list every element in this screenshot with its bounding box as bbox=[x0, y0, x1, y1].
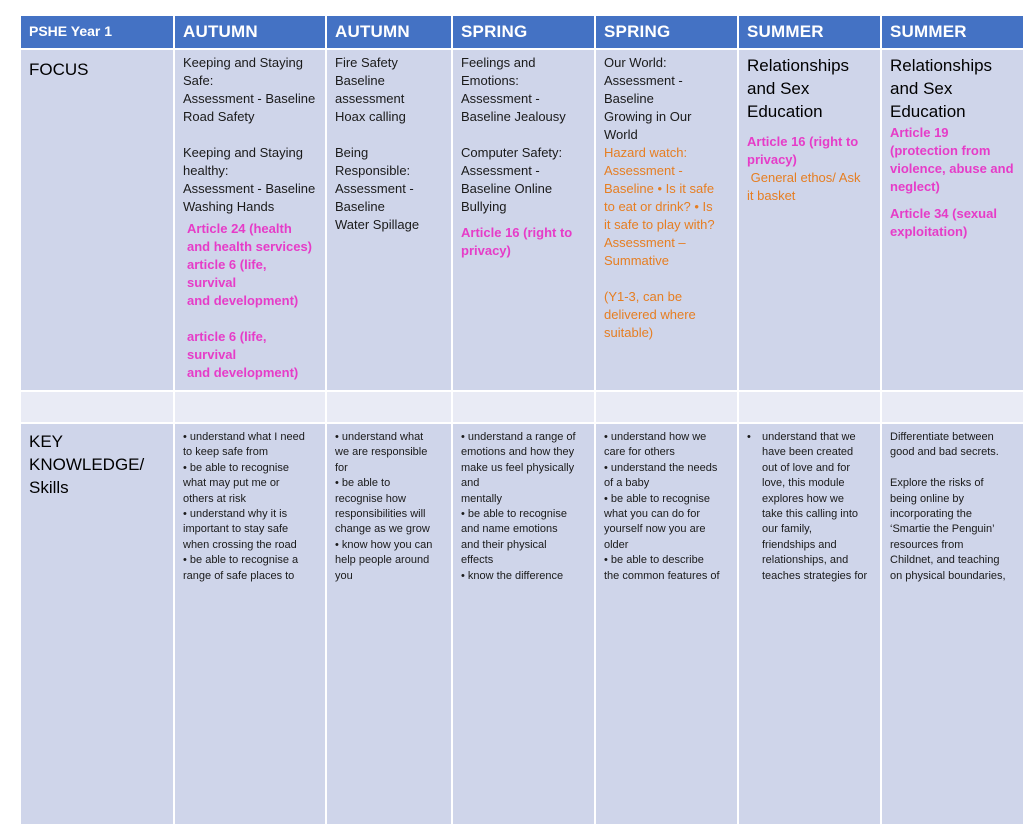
text-line: Assessment - bbox=[461, 163, 540, 178]
text-line: resources from bbox=[890, 538, 964, 551]
text-line bbox=[461, 126, 586, 144]
text-line: • understand what I need bbox=[183, 431, 305, 443]
text-line: Baseline bbox=[335, 199, 385, 214]
text-line: Relationships bbox=[747, 56, 850, 75]
text-line: care for others bbox=[604, 446, 675, 459]
focus-spring-2 bbox=[596, 50, 737, 390]
text-line: Water Spillage bbox=[335, 217, 420, 232]
focus-article bbox=[747, 133, 872, 169]
text-line: others at risk bbox=[183, 492, 246, 505]
text-line bbox=[890, 461, 1015, 476]
text-line: delivered where bbox=[604, 307, 696, 322]
text-line: incorporating the bbox=[890, 508, 972, 521]
text-line: ‘Smartie the Penguin’ bbox=[890, 523, 995, 536]
text-line: range of safe places to bbox=[183, 569, 295, 582]
focus-text bbox=[604, 54, 729, 144]
text-line: Education bbox=[890, 102, 966, 121]
text-line: Hazard watch: bbox=[604, 145, 688, 160]
text-line: it safe to play with? bbox=[604, 217, 715, 232]
text-line: Growing in Our bbox=[604, 109, 692, 124]
spacer-cell bbox=[453, 392, 594, 422]
text-line: neglect) bbox=[890, 179, 940, 194]
text-line: it basket bbox=[747, 188, 796, 203]
text-line bbox=[183, 126, 317, 144]
text-line bbox=[604, 270, 729, 288]
text-line: Childnet, and teaching bbox=[890, 554, 1000, 567]
focus-label: FOCUS bbox=[21, 50, 173, 390]
text-line: Responsible: bbox=[335, 163, 411, 178]
text-line: Relationships bbox=[890, 56, 993, 75]
text-line: Baseline bbox=[335, 73, 385, 88]
focus-article bbox=[890, 124, 1015, 196]
focus-article bbox=[461, 224, 586, 260]
knowledge-spring-1 bbox=[453, 424, 594, 824]
text-line: • know the difference bbox=[461, 569, 564, 582]
text-line: relationships, and bbox=[762, 554, 849, 567]
pshe-table bbox=[21, 16, 1023, 824]
text-line bbox=[335, 126, 443, 144]
header-autumn-1: AUTUMN bbox=[175, 16, 325, 48]
text-line: Article 16 (right to bbox=[461, 225, 573, 240]
text-line: • understand the needs bbox=[604, 461, 718, 474]
focus-spring-1 bbox=[453, 50, 594, 390]
text-line: Assessment – bbox=[604, 235, 686, 250]
text-line: • understand what bbox=[335, 431, 424, 443]
text-line: Education bbox=[747, 102, 823, 121]
text-line: our family, bbox=[762, 523, 812, 536]
text-line: Keeping and Staying bbox=[183, 55, 303, 70]
text-line: Article 34 (sexual bbox=[890, 206, 997, 221]
text-line: Skills bbox=[29, 478, 69, 497]
focus-text bbox=[461, 54, 586, 216]
text-line: Being bbox=[335, 145, 369, 160]
text-line: and their physical bbox=[461, 538, 547, 551]
focus-autumn-1 bbox=[175, 50, 325, 390]
focus-text bbox=[183, 54, 317, 216]
text-line: you bbox=[335, 569, 353, 582]
text-line: what may put me or bbox=[183, 477, 280, 490]
focus-summer-1 bbox=[739, 50, 880, 390]
text-line: when crossing the road bbox=[183, 538, 297, 551]
text-line: of a baby bbox=[604, 477, 650, 490]
text-line: KNOWLEDGE/ bbox=[29, 455, 145, 474]
knowledge-label bbox=[21, 424, 173, 824]
text-line: and name emotions bbox=[461, 523, 558, 536]
text-line: Assessment - bbox=[604, 163, 683, 178]
text-line: and bbox=[461, 477, 480, 490]
bullet-icon: • bbox=[747, 431, 751, 443]
knowledge-autumn-1 bbox=[175, 424, 325, 824]
focus-title bbox=[747, 54, 872, 123]
text-line: • be able to describe bbox=[604, 554, 704, 567]
focus-autumn-2 bbox=[327, 50, 451, 390]
text-line: Keeping and Staying bbox=[183, 145, 303, 160]
text-line: World bbox=[604, 127, 638, 142]
text-line: healthy: bbox=[183, 163, 229, 178]
text-line: Article 24 (health bbox=[187, 221, 292, 236]
text-line: Baseline • Is it safe bbox=[604, 181, 715, 196]
text-line: Hoax calling bbox=[335, 109, 406, 124]
spacer-cell bbox=[739, 392, 880, 422]
text-line: Differentiate between bbox=[890, 431, 994, 443]
spacer-cell bbox=[327, 392, 451, 422]
text-line: yourself now you are bbox=[604, 523, 706, 536]
text-line: what you can do for bbox=[604, 508, 701, 521]
header-spring-1: SPRING bbox=[453, 16, 594, 48]
text-line: important to stay safe bbox=[183, 523, 289, 536]
text-line: to eat or drink? • Is bbox=[604, 199, 713, 214]
text-line: exploitation) bbox=[890, 224, 968, 239]
text-line: Assessment - Baseline bbox=[183, 181, 316, 196]
text-line: help people around bbox=[335, 554, 430, 567]
text-line: emotions and how they bbox=[461, 446, 575, 459]
spacer-cell bbox=[175, 392, 325, 422]
text-line: Assessment - Baseline bbox=[183, 91, 316, 106]
text-line: (protection from bbox=[890, 143, 991, 158]
text-line: KEY bbox=[29, 432, 64, 451]
text-line bbox=[187, 310, 317, 328]
text-line: and development) bbox=[187, 365, 299, 380]
focus-hazard bbox=[604, 144, 729, 342]
text-line: and Sex bbox=[747, 79, 810, 98]
text-line: • be able to recognise bbox=[183, 461, 289, 474]
text-line: and health services) bbox=[187, 239, 312, 254]
focus-article bbox=[183, 220, 317, 382]
text-line: and development) bbox=[187, 293, 299, 308]
header-summer-2: SUMMER bbox=[882, 16, 1023, 48]
text-line: being online by bbox=[890, 492, 965, 505]
text-line: take this calling into bbox=[762, 508, 858, 521]
text-line: Road Safety bbox=[183, 109, 255, 124]
text-line: explores how we bbox=[762, 492, 844, 505]
text-line: out of love and for bbox=[762, 461, 851, 474]
focus-title bbox=[890, 54, 1015, 123]
text-line: privacy) bbox=[747, 152, 797, 167]
text-line: Baseline bbox=[604, 91, 654, 106]
text-line: Explore the risks of bbox=[890, 477, 984, 490]
text-line: • understand a range of bbox=[461, 431, 576, 443]
text-line: article 6 (life, survival bbox=[187, 329, 271, 362]
text-line: privacy) bbox=[461, 243, 511, 258]
text-line: • know how you can bbox=[335, 538, 433, 551]
text-line: good and bad secrets. bbox=[890, 446, 999, 459]
text-line: Fire Safety bbox=[335, 55, 398, 70]
table-title: PSHE Year 1 bbox=[21, 16, 173, 48]
text-line: responsibilities will bbox=[335, 508, 426, 521]
spacer-cell bbox=[596, 392, 737, 422]
text-line: change as we grow bbox=[335, 523, 430, 536]
text-line: suitable) bbox=[604, 325, 654, 340]
text-line: Emotions: bbox=[461, 73, 519, 88]
text-line: have been created bbox=[762, 446, 854, 459]
header-summer-1: SUMMER bbox=[739, 16, 880, 48]
focus-article bbox=[890, 205, 1015, 241]
text-line: love, this module bbox=[762, 477, 845, 490]
text-line: on physical boundaries, bbox=[890, 569, 1006, 582]
text-line: to keep safe from bbox=[183, 446, 268, 459]
text-line: article 6 (life, survival bbox=[187, 257, 271, 290]
text-line: we are responsible bbox=[335, 446, 428, 459]
text-line: Article 16 (right to bbox=[747, 134, 859, 149]
text-line: make us feel physically bbox=[461, 461, 575, 474]
text-line: • be able to recognise a bbox=[183, 554, 299, 567]
text-line: Assessment - bbox=[461, 91, 540, 106]
text-line: Safe: bbox=[183, 73, 214, 88]
focus-text bbox=[335, 54, 443, 234]
text-line: Summative bbox=[604, 253, 670, 268]
text-line: Bullying bbox=[461, 199, 507, 214]
text-line: Article 19 bbox=[890, 125, 949, 140]
focus-summer-2 bbox=[882, 50, 1023, 390]
focus-ethos bbox=[747, 169, 872, 205]
text-line: assessment bbox=[335, 91, 405, 106]
text-line: Washing Hands bbox=[183, 199, 275, 214]
text-line: Baseline Online bbox=[461, 181, 553, 196]
text-line: • be able to bbox=[335, 477, 391, 490]
text-line: Our World: bbox=[604, 55, 667, 70]
knowledge-autumn-2 bbox=[327, 424, 451, 824]
knowledge-summer-2 bbox=[882, 424, 1023, 824]
text-line: Assessment - bbox=[604, 73, 683, 88]
text-line: violence, abuse and bbox=[890, 161, 1014, 176]
text-line: • be able to recognise bbox=[604, 492, 710, 505]
text-line: and Sex bbox=[890, 79, 953, 98]
text-line: General ethos/ Ask bbox=[747, 170, 861, 185]
spacer-cell bbox=[21, 392, 173, 422]
knowledge-summer-1 bbox=[739, 424, 880, 824]
spacer-cell bbox=[882, 392, 1023, 422]
text-line: Assessment - bbox=[335, 181, 414, 196]
text-line: older bbox=[604, 538, 629, 551]
text-line: Baseline Jealousy bbox=[461, 109, 566, 124]
text-line: effects bbox=[461, 554, 494, 567]
text-line: the common features of bbox=[604, 569, 720, 582]
bullet-item bbox=[747, 430, 872, 584]
knowledge-text bbox=[762, 430, 867, 584]
text-line: friendships and bbox=[762, 538, 837, 551]
header-spring-2: SPRING bbox=[596, 16, 737, 48]
text-line: • understand why it is bbox=[183, 508, 288, 521]
text-line: Feelings and bbox=[461, 55, 536, 70]
header-autumn-2: AUTUMN bbox=[327, 16, 451, 48]
text-line: • understand how we bbox=[604, 431, 707, 443]
text-line: • be able to recognise bbox=[461, 508, 567, 521]
text-line: recognise how bbox=[335, 492, 406, 505]
text-line: understand that we bbox=[762, 431, 856, 443]
text-line: teaches strategies for bbox=[762, 569, 868, 582]
text-line: (Y1-3, can be bbox=[604, 289, 683, 304]
text-line: mentally bbox=[461, 492, 502, 505]
knowledge-spring-2 bbox=[596, 424, 737, 824]
text-line: for bbox=[335, 461, 348, 474]
text-line: Computer Safety: bbox=[461, 145, 563, 160]
